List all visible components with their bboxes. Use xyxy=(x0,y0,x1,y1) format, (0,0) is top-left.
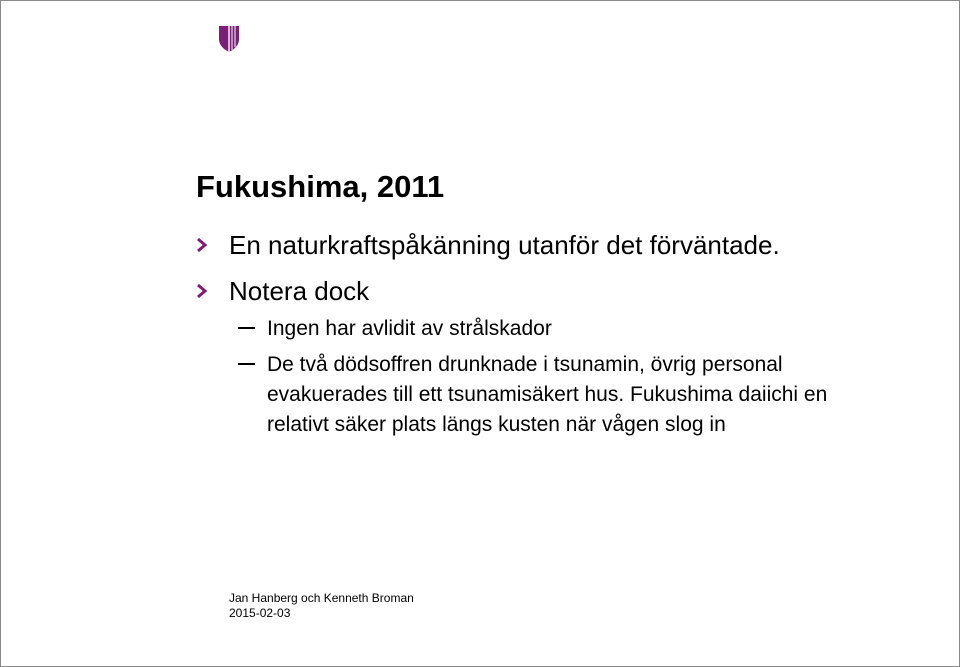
sub-bullet-item xyxy=(238,314,878,344)
footer-authors: Jan Hanberg och Kenneth Broman xyxy=(229,591,414,605)
bullet-text: En naturkraftspåkänning utanför det förväntade. xyxy=(229,230,780,260)
chevron-right-icon xyxy=(195,283,211,299)
bullet-item xyxy=(195,276,369,306)
footer-date: 2015-02-03 xyxy=(229,606,291,620)
shield-logo-icon xyxy=(218,25,240,53)
sub-bullet-text: De två dödsoffren drunknade i tsunamin, övrig personal evakuerades till ett tsunamisäkert hus. Fukushima daiichi en relativt säker plats längs kusten när vågen slog in xyxy=(267,353,828,436)
chevron-right-icon xyxy=(195,237,211,253)
sub-bullet-text: Ingen har avlidit av strålskador xyxy=(267,317,552,340)
sub-bullet-item xyxy=(238,350,878,440)
bullet-text: Notera dock xyxy=(229,276,370,306)
slide-title: Fukushima, 2011 xyxy=(196,169,445,204)
dash-marker xyxy=(238,363,255,365)
bullet-item xyxy=(195,230,780,260)
dash-marker xyxy=(238,327,255,329)
